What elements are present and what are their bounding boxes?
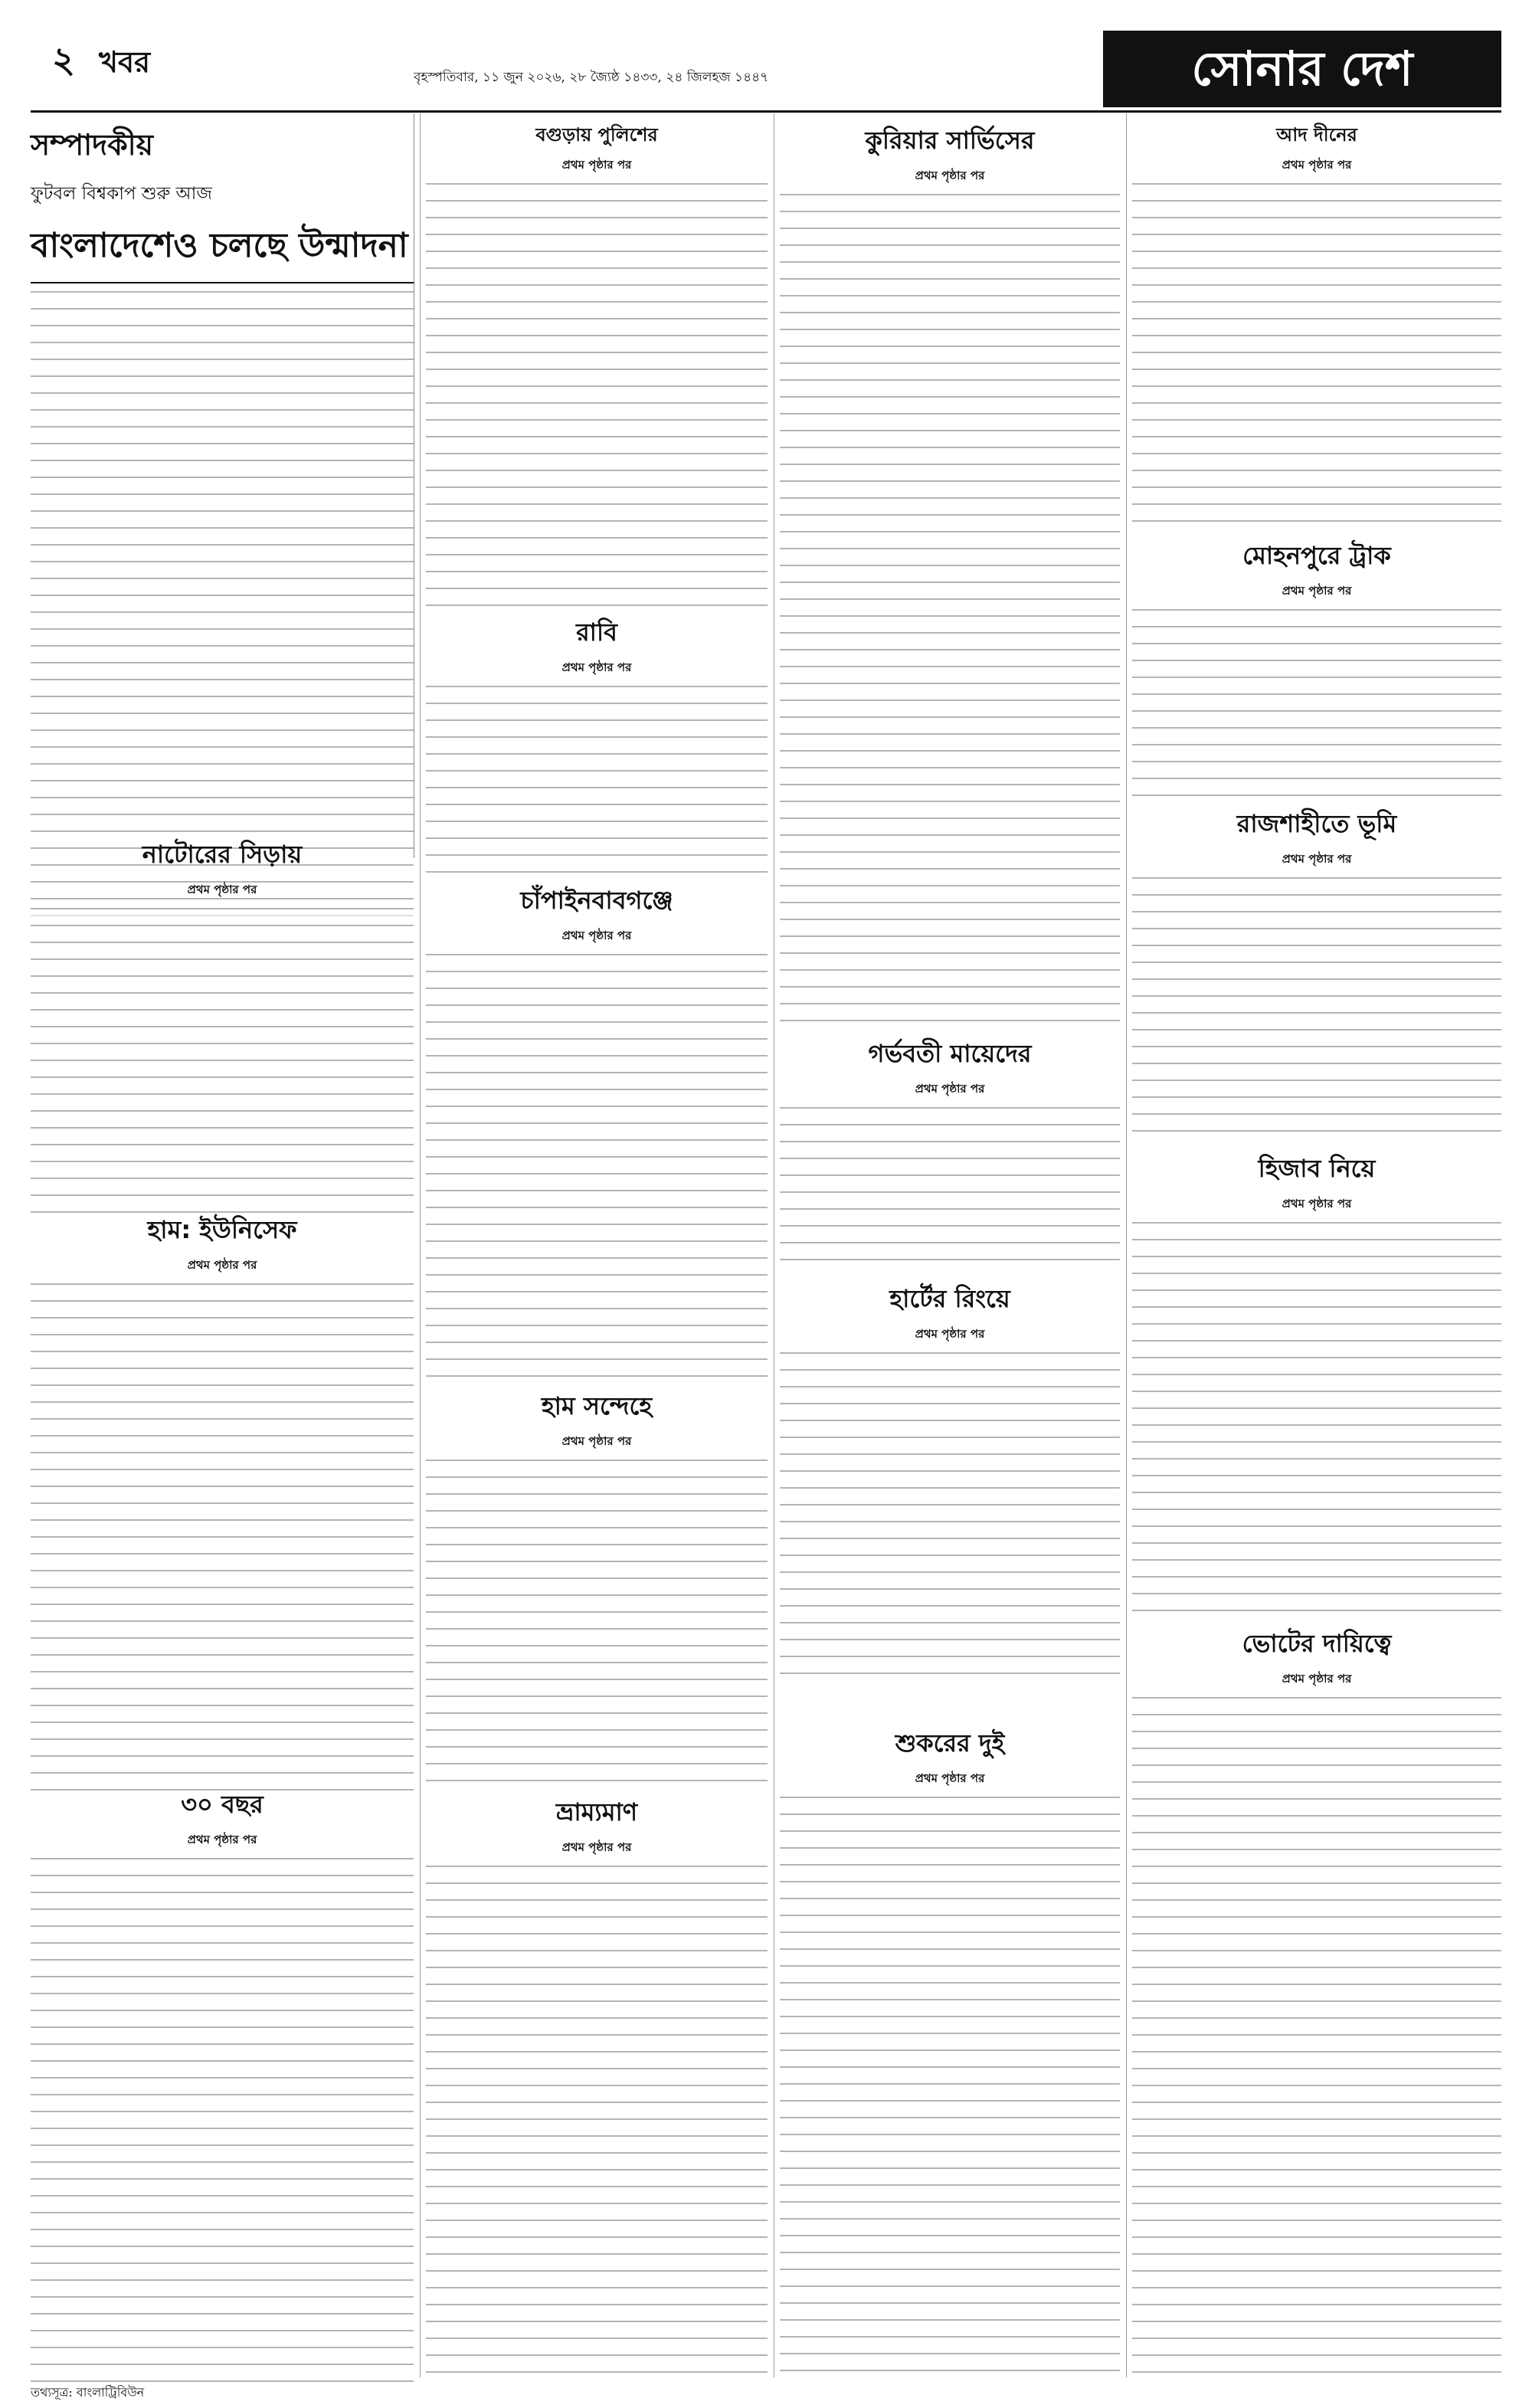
article-body xyxy=(1132,183,1501,528)
article-rabi xyxy=(426,613,768,866)
page-label xyxy=(52,34,313,110)
header-rule xyxy=(31,110,1501,113)
article-headline: মোহনপুরে ট্রাক xyxy=(1242,541,1391,570)
article-body xyxy=(426,183,768,612)
article-headline: কুরিয়ার সার্ভিসের xyxy=(865,126,1035,155)
article-natore xyxy=(31,835,414,1203)
article-mohonpur-truck xyxy=(1132,536,1501,789)
article-body xyxy=(31,1283,414,1804)
article-body xyxy=(1132,1697,1501,2387)
article-ad-din xyxy=(1132,121,1501,519)
editorial-subheading: ফুটবল বিশ্বকাপ শুরু আজ xyxy=(31,184,212,204)
article-body xyxy=(780,1352,1120,1674)
article-headline: বগুড়ায় পুলিশের xyxy=(535,124,658,146)
jump-label: প্রথম পৃষ্ঠার পর xyxy=(1282,584,1352,598)
article-chapainawabganj xyxy=(426,881,768,1371)
article-headline: রাজশাহীতে ভূমি xyxy=(1236,809,1397,838)
article-body xyxy=(426,686,768,877)
article-courier-service xyxy=(780,121,1120,1025)
article-headline: গর্ভবতী মায়েদের xyxy=(868,1039,1032,1068)
article-body xyxy=(31,908,414,1214)
jump-label: প্রথম পৃষ্ঠার পর xyxy=(1282,1672,1352,1686)
article-placeholder xyxy=(1132,121,1133,122)
article-headline: হিজাব নিয়ে xyxy=(1258,1154,1376,1183)
article-headline: হাম সন্দেহে xyxy=(541,1391,653,1420)
article-rajshahi-land xyxy=(1132,804,1501,1134)
article-headline: শুকরের দুই xyxy=(895,1728,1005,1758)
article-unicef xyxy=(31,1211,414,1793)
article-body xyxy=(780,194,1120,1037)
article-body xyxy=(1132,1222,1501,1620)
source-note: তথ্যসূত্র: বাংলাট্রিবিউন xyxy=(31,2385,145,2400)
article-body xyxy=(426,1866,768,2387)
article-mobile-court xyxy=(426,1793,768,2375)
article-30-years xyxy=(31,1785,414,2375)
article-headline: নাটোরের সিড়ায় xyxy=(142,840,303,869)
article-election-duty xyxy=(1132,1624,1501,2375)
jump-label: প্রথম পৃষ্ঠার পর xyxy=(561,158,632,172)
article-body xyxy=(31,1858,414,2387)
jump-label: প্রথম পৃষ্ঠার পর xyxy=(187,883,257,896)
jump-label: প্রথম পৃষ্ঠার পর xyxy=(187,1258,257,1272)
article-hijab xyxy=(1132,1149,1501,1609)
article-heart-ring xyxy=(780,1279,1120,1663)
jump-label: প্রথম পৃষ্ঠার পর xyxy=(1282,1197,1352,1211)
article-body xyxy=(1132,609,1501,801)
jump-label: প্রথম পৃষ্ঠার পর xyxy=(915,1082,985,1096)
article-headline: ভোটের দায়িত্বে xyxy=(1242,1629,1392,1658)
article-body xyxy=(426,954,768,1383)
newspaper-logo: সোনার দেশ xyxy=(1103,31,1501,107)
article-body xyxy=(780,1797,1120,2387)
article-shukur xyxy=(780,1724,1120,2375)
article-headline: হার্টের রিংয়ে xyxy=(889,1284,1010,1313)
article-headline: হাম: ইউনিসেফ xyxy=(147,1215,297,1244)
column-divider xyxy=(420,113,421,2377)
editorial-body xyxy=(31,291,414,919)
jump-label: প্রথম পৃষ্ঠার পর xyxy=(187,1833,257,1846)
article-headline: ৩০ বছর xyxy=(181,1790,264,1819)
article-headline: চাঁপাইনবাবগঞ্জে xyxy=(520,886,673,915)
jump-label: প্রথম পৃষ্ঠার পর xyxy=(561,1840,632,1854)
article-measles-suspect xyxy=(426,1387,768,1785)
page-number: ২ xyxy=(52,39,75,80)
jump-label: প্রথম পৃষ্ঠার পর xyxy=(1282,158,1352,172)
article-body xyxy=(426,1460,768,1797)
editorial-heading: সম্পাদকীয় xyxy=(31,127,153,162)
jump-label: প্রথম পৃষ্ঠার পর xyxy=(561,660,632,674)
jump-label: প্রথম পৃষ্ঠার পর xyxy=(1282,852,1352,866)
divider xyxy=(31,282,414,283)
date-line: বৃহস্পতিবার, ১১ জুন ২০২৬, ২৮ জ্যৈষ্ঠ ১৪৩৩, ২৪ জিলহজ ১৪৪৭ xyxy=(414,70,769,85)
article-body xyxy=(780,1107,1120,1276)
column-divider xyxy=(1126,113,1127,2377)
article-headline: রাবি xyxy=(576,618,617,647)
article-headline: ভ্রাম্যমাণ xyxy=(555,1797,638,1826)
article-headline: আদ দীনের xyxy=(1276,124,1357,146)
jump-label: প্রথম পৃষ্ঠার পর xyxy=(561,929,632,942)
editorial-title: বাংলাদেশেও চলছে উন্মাদনা xyxy=(31,226,408,265)
section-label: খবর xyxy=(99,44,151,79)
editorial-section xyxy=(31,113,414,858)
article-pregnant-mothers xyxy=(780,1034,1120,1264)
masthead xyxy=(31,31,1501,112)
jump-label: প্রথম পৃষ্ঠার পর xyxy=(561,1434,632,1448)
article-body xyxy=(1132,877,1501,1145)
jump-label: প্রথম পৃষ্ঠার পর xyxy=(915,1327,985,1341)
jump-label: প্রথম পৃষ্ঠার পর xyxy=(915,169,985,182)
article-bogura-police xyxy=(426,121,768,604)
jump-label: প্রথম পৃষ্ঠার পর xyxy=(915,1771,985,1785)
